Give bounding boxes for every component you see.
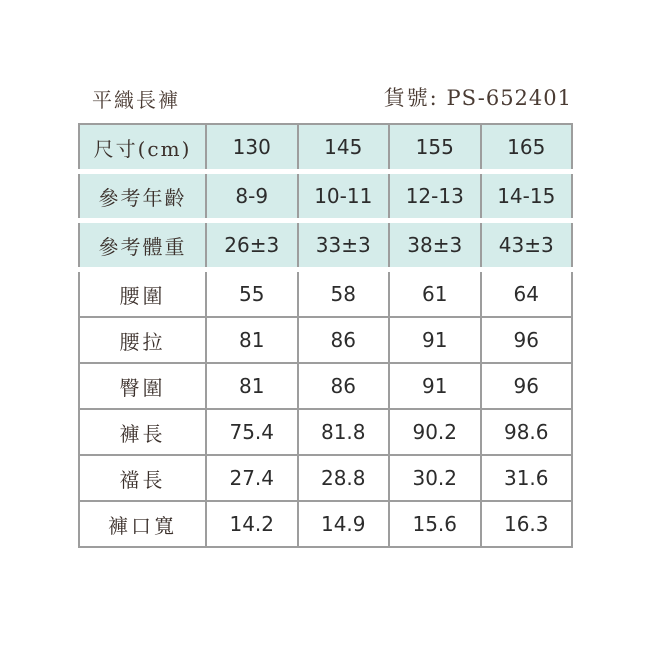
row-label: 尺寸(cm) xyxy=(79,124,206,172)
table-cell: 16.3 xyxy=(481,501,573,547)
table-cell: 165 xyxy=(481,124,573,172)
row-label: 參考年齡 xyxy=(79,172,206,221)
row-label: 褲口寬 xyxy=(79,501,206,547)
table-row xyxy=(79,317,572,363)
size-chart-body xyxy=(79,124,572,547)
table-cell: 43±3 xyxy=(481,221,573,270)
table-cell: 86 xyxy=(298,317,390,363)
table-cell: 26±3 xyxy=(206,221,298,270)
table-header-row xyxy=(79,172,572,221)
table-cell: 81.8 xyxy=(298,409,390,455)
table-cell: 96 xyxy=(481,317,573,363)
table-cell: 98.6 xyxy=(481,409,573,455)
table-row xyxy=(79,501,572,547)
table-cell: 31.6 xyxy=(481,455,573,501)
table-cell: 86 xyxy=(298,363,390,409)
table-cell: 81 xyxy=(206,363,298,409)
table-row xyxy=(79,455,572,501)
row-label: 腰拉 xyxy=(79,317,206,363)
table-cell: 155 xyxy=(389,124,481,172)
table-cell: 130 xyxy=(206,124,298,172)
row-label: 褲長 xyxy=(79,409,206,455)
table-cell: 14-15 xyxy=(481,172,573,221)
table-row xyxy=(79,270,572,318)
table-cell: 14.9 xyxy=(298,501,390,547)
table-cell: 33±3 xyxy=(298,221,390,270)
table-cell: 91 xyxy=(389,363,481,409)
size-chart-table xyxy=(78,123,573,548)
table-cell: 61 xyxy=(389,270,481,318)
table-cell: 38±3 xyxy=(389,221,481,270)
table-cell: 14.2 xyxy=(206,501,298,547)
table-cell: 55 xyxy=(206,270,298,318)
table-cell: 12-13 xyxy=(389,172,481,221)
row-label: 腰圍 xyxy=(79,270,206,318)
product-code-label: 貨號: xyxy=(383,86,439,110)
product-code xyxy=(384,82,572,112)
table-cell: 58 xyxy=(298,270,390,318)
table-cell: 81 xyxy=(206,317,298,363)
table-cell: 91 xyxy=(389,317,481,363)
table-cell: 30.2 xyxy=(389,455,481,501)
table-cell: 15.6 xyxy=(389,501,481,547)
row-label: 參考體重 xyxy=(79,221,206,270)
row-label: 臀圍 xyxy=(79,363,206,409)
product-code-value: PS-652401 xyxy=(446,86,572,110)
table-cell: 96 xyxy=(481,363,573,409)
table-row xyxy=(79,363,572,409)
table-cell: 90.2 xyxy=(389,409,481,455)
table-cell: 145 xyxy=(298,124,390,172)
table-header-row xyxy=(79,221,572,270)
table-cell: 10-11 xyxy=(298,172,390,221)
table-row xyxy=(79,409,572,455)
table-cell: 75.4 xyxy=(206,409,298,455)
table-cell: 27.4 xyxy=(206,455,298,501)
table-cell: 64 xyxy=(481,270,573,318)
table-cell: 28.8 xyxy=(298,455,390,501)
product-title: 平織長褲 xyxy=(92,88,180,112)
table-cell: 8-9 xyxy=(206,172,298,221)
table-header-row xyxy=(79,124,572,172)
row-label: 襠長 xyxy=(79,455,206,501)
